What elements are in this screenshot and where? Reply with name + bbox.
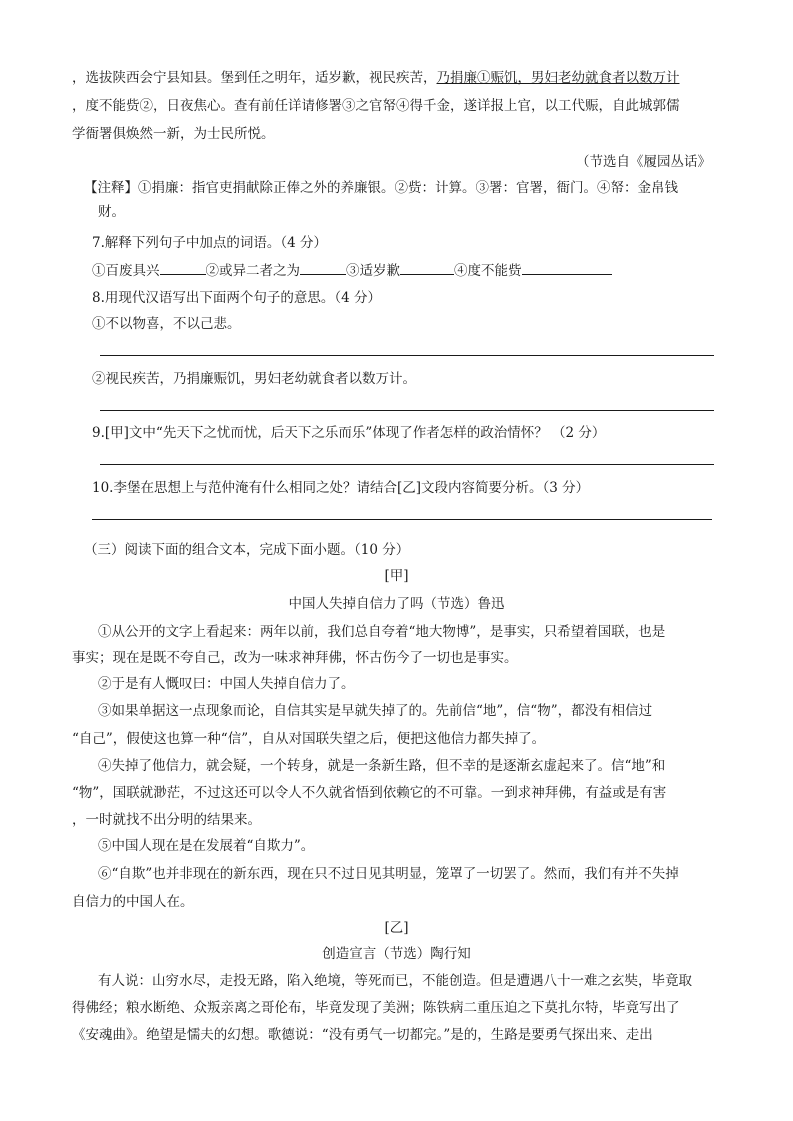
jia-paragraph-4-line-1: ④失掉了他信力，就会疑，一个转身，就是一条新生路，但不幸的是逐渐玄虚起来了。信“地”和 bbox=[98, 758, 666, 774]
q7-item-2: ②或异二者之为 bbox=[205, 263, 300, 279]
q7-answer-blank-3[interactable] bbox=[400, 260, 454, 275]
jia-paragraph-3-line-2: “自己”，假使这也算一种“信”，自从对国联失望之后，便把这他信力都失掉了。 bbox=[72, 731, 546, 747]
question-7: 7.解释下列句子中加点的词语。（4 分） bbox=[92, 235, 328, 251]
underlined-sentence: 乃捐廉①赈饥，男妇老幼就食者以数万计 bbox=[436, 70, 680, 86]
jia-paragraph-5: ⑤中国人现在是在发展着“自欺力”。 bbox=[98, 838, 315, 854]
question-8: 8.用现代汉语写出下面两个句子的意思。（4 分） bbox=[92, 290, 382, 306]
yi-line-2: 得佛经；粮水断绝、众叛亲离之哥伦布，毕竟发现了美洲；陈铁病二重压迫之下莫扎尔特，毕竟写出了 bbox=[72, 1000, 680, 1016]
text-yi-title: 创造宣言（节选）陶行知 bbox=[322, 946, 471, 962]
text-jia-title: 中国人失掉自信力了吗（节选）鲁迅 bbox=[288, 596, 505, 612]
section-3-intro: （三）阅读下面的组合文本，完成下面小题。（10 分） bbox=[84, 542, 410, 558]
passage-source: （节选自《履园丛话》 bbox=[576, 154, 711, 170]
jia-paragraph-6-line-2: 自信力的中国人在。 bbox=[72, 894, 194, 910]
passage-line-1-text: ，选拔陕西会宁县知县。堡到任之明年，适岁歉，视民疾苦， bbox=[72, 70, 437, 86]
q7-item-1: ①百废具兴 bbox=[92, 263, 160, 279]
notes-line-2: 财。 bbox=[98, 204, 125, 220]
q8-answer-line-1[interactable] bbox=[100, 355, 714, 356]
q7-item-3: ③适岁歉 bbox=[346, 263, 400, 279]
q10-answer-line[interactable] bbox=[92, 519, 712, 520]
yi-line-1: 有人说：山穷水尽，走投无路，陷入绝境，等死而已，不能创造。但是遭遇八十一难之玄奘，毕竟取 bbox=[98, 973, 692, 989]
notes-line-1: 【注释】①捐廉：指官吏捐献除正俸之外的养廉银。②赀：计算。③署：官署，衙门。④帑：金帛钱 bbox=[84, 180, 678, 196]
question-7-items bbox=[92, 260, 612, 281]
passage-line-2: ，度不能赀②，日夜焦心。查有前任详请修署③之官帑④得千金，遂详报上官，以工代赈，自此城郭儒 bbox=[72, 98, 680, 114]
jia-paragraph-1-line-1: ①从公开的文字上看起来：两年以前，我们总自夸着“地大物博”，是事实，只希望着国联，也是 bbox=[98, 624, 666, 640]
q7-answer-blank-1[interactable] bbox=[160, 260, 206, 275]
q7-answer-blank-2[interactable] bbox=[300, 260, 346, 275]
question-9: 9.[甲]文中“先天下之忧而忧，后天下之乐而乐”体现了作者怎样的政治情怀？ （2 分） bbox=[92, 425, 606, 441]
question-8-sentence-1: ①不以物喜，不以己悲。 bbox=[92, 316, 241, 332]
q7-answer-blank-4[interactable] bbox=[522, 260, 612, 275]
jia-paragraph-2: ②于是有人慨叹曰：中国人失掉自信力了。 bbox=[98, 676, 355, 692]
q9-answer-line[interactable] bbox=[100, 464, 714, 465]
passage-line-3: 学衙署俱焕然一新，为士民所悦。 bbox=[72, 126, 275, 142]
text-yi-label: [乙] bbox=[384, 920, 409, 936]
jia-paragraph-3-line-1: ③如果单据这一点现象而论，自信其实是早就失掉了的。先前信“地”，信“物”，都没有相信过 bbox=[98, 703, 653, 719]
jia-paragraph-4-line-3: ，一时就找不出分明的结果来。 bbox=[72, 812, 261, 828]
q8-answer-line-2[interactable] bbox=[100, 410, 714, 411]
text-jia-label: [甲] bbox=[384, 568, 409, 584]
q7-item-4: ④度不能赀 bbox=[454, 263, 522, 279]
jia-paragraph-1-line-2: 事实；现在是既不夸自己，改为一味求神拜佛，怀古伤今了一切也是事实。 bbox=[72, 650, 518, 666]
question-8-sentence-2: ②视民疾苦，乃捐廉赈饥，男妇老幼就食者以数万计。 bbox=[92, 371, 416, 387]
jia-paragraph-4-line-2: “物”，国联就渺茫，不过这还可以令人不久就省悟到依赖它的不可靠。一到求神拜佛，有益或是有害 bbox=[72, 785, 667, 801]
jia-paragraph-6-line-1: ⑥“自欺”也并非现在的新东西，现在只不过日见其明显，笼罩了一切罢了。然而，我们有并不失掉 bbox=[98, 866, 679, 882]
passage-line-1 bbox=[72, 68, 680, 88]
yi-line-3: 《安魂曲》。绝望是懦夫的幻想。歌德说：“没有勇气一切都完。”是的，生路是要勇气探出来、走出 bbox=[72, 1027, 653, 1043]
question-10: 10.李堡在思想上与范仲淹有什么相同之处？请结合[乙]文段内容简要分析。（3 分） bbox=[92, 480, 590, 496]
